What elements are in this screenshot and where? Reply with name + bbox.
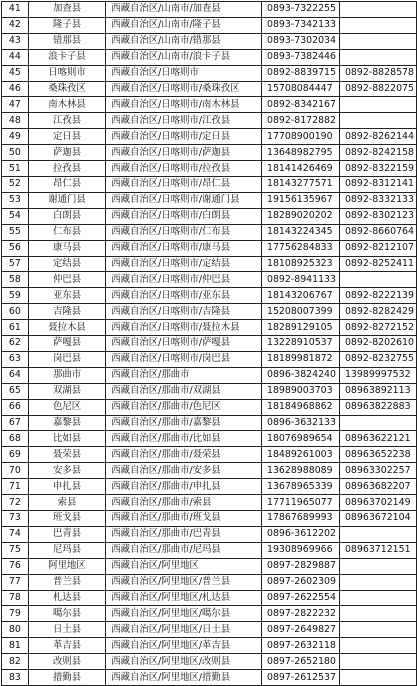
county-name-cell: 措勤县 [28, 670, 105, 686]
phone-secondary-cell: 0892-8332133 [339, 192, 416, 208]
phone-secondary-cell [339, 2, 416, 18]
region-path-cell: 西藏自治区/日喀则市/定结县 [106, 256, 262, 272]
phone-secondary-cell: 0892-8660764 [339, 224, 416, 240]
table-row [2, 606, 417, 622]
table-row [2, 97, 417, 113]
row-number-cell: 57 [2, 256, 29, 272]
region-path-cell: 西藏自治区/那曲市/双湖县 [106, 383, 262, 399]
phone-secondary-cell: 13989997532 [339, 367, 416, 383]
phone-primary-cell: 0897-2612537 [261, 670, 339, 686]
county-name-cell: 昂仁县 [28, 176, 105, 192]
county-name-cell: 白朗县 [28, 208, 105, 224]
row-number-cell: 75 [2, 542, 29, 558]
table-row [2, 2, 417, 18]
region-path-cell: 西藏自治区/日喀则市/江孜县 [106, 113, 262, 129]
row-number-cell: 77 [2, 574, 29, 590]
county-name-cell: 班戈县 [28, 511, 105, 527]
table-row [2, 304, 417, 320]
row-number-cell: 79 [2, 606, 29, 622]
phone-primary-cell: 15708084447 [261, 81, 339, 97]
row-number-cell: 52 [2, 176, 29, 192]
row-number-cell: 70 [2, 463, 29, 479]
region-path-cell: 西藏自治区/山南市/错那县 [106, 33, 262, 49]
region-path-cell: 西藏自治区/阿里地区/革吉县 [106, 638, 262, 654]
row-number-cell: 73 [2, 511, 29, 527]
county-name-cell: 加查县 [28, 2, 105, 18]
phone-secondary-cell: 08963892113 [339, 383, 416, 399]
table-row [2, 590, 417, 606]
region-path-cell: 西藏自治区/阿里地区/日土县 [106, 622, 262, 638]
county-name-cell: 聂拉木县 [28, 320, 105, 336]
region-path-cell: 西藏自治区/那曲市/比如县 [106, 431, 262, 447]
table-row [2, 288, 417, 304]
phone-primary-cell: 18289020202 [261, 208, 339, 224]
phone-secondary-cell: 08963302257 [339, 463, 416, 479]
phone-primary-cell: 18289129105 [261, 320, 339, 336]
county-name-cell: 江孜县 [28, 113, 105, 129]
phone-secondary-cell: 0892-8822075 [339, 81, 416, 97]
phone-primary-cell: 0897-2652180 [261, 654, 339, 670]
county-name-cell: 比如县 [28, 431, 105, 447]
region-path-cell: 西藏自治区/日喀则市/仲巴县 [106, 272, 262, 288]
phone-secondary-cell [339, 49, 416, 65]
phone-primary-cell: 18108925323 [261, 256, 339, 272]
phone-secondary-cell [339, 574, 416, 590]
table-row [2, 176, 417, 192]
county-name-cell: 嘉黎县 [28, 415, 105, 431]
phone-primary-cell: 0897-2622554 [261, 590, 339, 606]
phone-secondary-cell [339, 606, 416, 622]
row-number-cell: 68 [2, 431, 29, 447]
phone-primary-cell: 0893-7382446 [261, 49, 339, 65]
phone-secondary-cell: 08963622121 [339, 431, 416, 447]
phone-primary-cell: 0892-8172882 [261, 113, 339, 129]
county-name-cell: 康马县 [28, 240, 105, 256]
table-body [2, 2, 417, 686]
phone-secondary-cell: 0892-8262144 [339, 129, 416, 145]
table-row [2, 558, 417, 574]
phone-primary-cell: 19308969966 [261, 542, 339, 558]
table-row [2, 495, 417, 511]
region-path-cell: 西藏自治区/日喀则市/南木林县 [106, 97, 262, 113]
row-number-cell: 62 [2, 336, 29, 352]
county-name-cell: 亚东县 [28, 288, 105, 304]
row-number-cell: 74 [2, 526, 29, 542]
phone-primary-cell: 0892-8839715 [261, 65, 339, 81]
row-number-cell: 64 [2, 367, 29, 383]
row-number-cell: 80 [2, 622, 29, 638]
phone-primary-cell: 18989003703 [261, 383, 339, 399]
region-path-cell: 西藏自治区/那曲市/嘉黎县 [106, 415, 262, 431]
region-path-cell: 西藏自治区/日喀则市/萨迦县 [106, 145, 262, 161]
region-path-cell: 西藏自治区/那曲市/安多县 [106, 463, 262, 479]
county-name-cell: 吉隆县 [28, 304, 105, 320]
phone-primary-cell: 18489261003 [261, 447, 339, 463]
region-path-cell: 西藏自治区/那曲市/尼玛县 [106, 542, 262, 558]
table-row [2, 145, 417, 161]
table-row [2, 383, 417, 399]
phone-primary-cell: 0896-3824240 [261, 367, 339, 383]
table-row [2, 129, 417, 145]
phone-secondary-cell [339, 526, 416, 542]
phone-primary-cell: 18143206767 [261, 288, 339, 304]
row-number-cell: 66 [2, 399, 29, 415]
row-number-cell: 72 [2, 495, 29, 511]
phone-primary-cell: 0893-7342133 [261, 17, 339, 33]
table-row [2, 542, 417, 558]
region-path-cell: 西藏自治区/那曲市/巴青县 [106, 526, 262, 542]
row-number-cell: 71 [2, 479, 29, 495]
phone-secondary-cell: 0892-8312141 [339, 176, 416, 192]
region-path-cell: 西藏自治区/那曲市/申扎县 [106, 479, 262, 495]
phone-secondary-cell [339, 558, 416, 574]
phone-secondary-cell [339, 272, 416, 288]
table-row [2, 526, 417, 542]
row-number-cell: 69 [2, 447, 29, 463]
phone-primary-cell: 18189981872 [261, 351, 339, 367]
phone-secondary-cell: 08963822883 [339, 399, 416, 415]
phone-primary-cell: 0893-7322255 [261, 2, 339, 18]
county-name-cell: 普兰县 [28, 574, 105, 590]
region-path-cell: 西藏自治区/日喀则市/昂仁县 [106, 176, 262, 192]
table-row [2, 208, 417, 224]
table-row [2, 399, 417, 415]
phone-secondary-cell [339, 33, 416, 49]
region-path-cell: 西藏自治区/日喀则市/白朗县 [106, 208, 262, 224]
county-name-cell: 隆子县 [28, 17, 105, 33]
phone-primary-cell: 0897-2822232 [261, 606, 339, 622]
table-row [2, 49, 417, 65]
phone-primary-cell: 0897-2649827 [261, 622, 339, 638]
county-name-cell: 南木林县 [28, 97, 105, 113]
row-number-cell: 65 [2, 383, 29, 399]
region-path-cell: 西藏自治区/阿里地区/噶尔县 [106, 606, 262, 622]
phone-secondary-cell: 0892-8282429 [339, 304, 416, 320]
county-name-cell: 巴青县 [28, 526, 105, 542]
region-path-cell: 西藏自治区/日喀则市/拉孜县 [106, 161, 262, 177]
region-path-cell: 西藏自治区/日喀则市/萨嘎县 [106, 336, 262, 352]
row-number-cell: 55 [2, 224, 29, 240]
table-row [2, 415, 417, 431]
phone-primary-cell: 13228910537 [261, 336, 339, 352]
table-row [2, 17, 417, 33]
table-row [2, 272, 417, 288]
table-row [2, 670, 417, 686]
table-row [2, 431, 417, 447]
phone-primary-cell: 18141426469 [261, 161, 339, 177]
row-number-cell: 63 [2, 351, 29, 367]
region-path-cell: 西藏自治区/日喀则市/桑珠孜区 [106, 81, 262, 97]
county-name-cell: 申扎县 [28, 479, 105, 495]
phone-primary-cell: 0892-8941133 [261, 272, 339, 288]
phone-secondary-cell [339, 17, 416, 33]
row-number-cell: 50 [2, 145, 29, 161]
region-path-cell: 西藏自治区/那曲市 [106, 367, 262, 383]
county-name-cell: 仲巴县 [28, 272, 105, 288]
table-row [2, 654, 417, 670]
region-path-cell: 西藏自治区/日喀则市/吉隆县 [106, 304, 262, 320]
region-path-cell: 西藏自治区/日喀则市 [106, 65, 262, 81]
phone-primary-cell: 0897-2632118 [261, 638, 339, 654]
county-name-cell: 尼玛县 [28, 542, 105, 558]
table-row [2, 351, 417, 367]
region-path-cell: 西藏自治区/日喀则市/岗巴县 [106, 351, 262, 367]
row-number-cell: 47 [2, 97, 29, 113]
phone-secondary-cell: 0892-8272152 [339, 320, 416, 336]
region-path-cell: 西藏自治区/日喀则市/谢通门县 [106, 192, 262, 208]
phone-primary-cell: 15208007399 [261, 304, 339, 320]
county-name-cell: 安多县 [28, 463, 105, 479]
phone-secondary-cell: 0892-8202610 [339, 336, 416, 352]
phone-primary-cell: 17756284833 [261, 240, 339, 256]
phone-secondary-cell [339, 654, 416, 670]
phone-secondary-cell: 0892-8252411 [339, 256, 416, 272]
phone-secondary-cell [339, 622, 416, 638]
table-row [2, 113, 417, 129]
region-path-cell: 西藏自治区/那曲市/班戈县 [106, 511, 262, 527]
region-path-cell: 西藏自治区/日喀则市/亚东县 [106, 288, 262, 304]
phone-primary-cell: 0892-8342167 [261, 97, 339, 113]
phone-secondary-cell: 0892-8302123 [339, 208, 416, 224]
phone-primary-cell: 13648982795 [261, 145, 339, 161]
table-row [2, 638, 417, 654]
county-name-cell: 桑珠孜区 [28, 81, 105, 97]
phone-secondary-cell [339, 590, 416, 606]
phone-primary-cell: 17708900190 [261, 129, 339, 145]
row-number-cell: 49 [2, 129, 29, 145]
region-path-cell: 西藏自治区/阿里地区/札达县 [106, 590, 262, 606]
row-number-cell: 54 [2, 208, 29, 224]
row-number-cell: 43 [2, 33, 29, 49]
phone-secondary-cell: 0892-8828578 [339, 65, 416, 81]
region-path-cell: 西藏自治区/日喀则市/仁布县 [106, 224, 262, 240]
contact-table [1, 1, 417, 686]
region-path-cell: 西藏自治区/阿里地区/普兰县 [106, 574, 262, 590]
table-row [2, 320, 417, 336]
row-number-cell: 67 [2, 415, 29, 431]
row-number-cell: 56 [2, 240, 29, 256]
row-number-cell: 58 [2, 272, 29, 288]
phone-secondary-cell [339, 113, 416, 129]
county-name-cell: 日土县 [28, 622, 105, 638]
county-name-cell: 萨迦县 [28, 145, 105, 161]
region-path-cell: 西藏自治区/山南市/加查县 [106, 2, 262, 18]
phone-secondary-cell [339, 638, 416, 654]
phone-secondary-cell: 08963652238 [339, 447, 416, 463]
phone-primary-cell: 0896-3612202 [261, 526, 339, 542]
region-path-cell: 西藏自治区/山南市/浪卡子县 [106, 49, 262, 65]
table-row [2, 192, 417, 208]
county-name-cell: 仁布县 [28, 224, 105, 240]
region-path-cell: 西藏自治区/日喀则市/康马县 [106, 240, 262, 256]
county-name-cell: 噶尔县 [28, 606, 105, 622]
county-name-cell: 浪卡子县 [28, 49, 105, 65]
county-name-cell: 色尼区 [28, 399, 105, 415]
row-number-cell: 61 [2, 320, 29, 336]
table-row [2, 240, 417, 256]
county-name-cell: 谢通门县 [28, 192, 105, 208]
row-number-cell: 82 [2, 654, 29, 670]
region-path-cell: 西藏自治区/那曲市/聂荣县 [106, 447, 262, 463]
row-number-cell: 41 [2, 2, 29, 18]
phone-secondary-cell: 0892-8322159 [339, 161, 416, 177]
phone-secondary-cell: 0892-8232755 [339, 351, 416, 367]
phone-secondary-cell: 0892-8222139 [339, 288, 416, 304]
table-row [2, 463, 417, 479]
row-number-cell: 46 [2, 81, 29, 97]
table-row [2, 161, 417, 177]
region-path-cell: 西藏自治区/阿里地区/改则县 [106, 654, 262, 670]
table-row [2, 33, 417, 49]
row-number-cell: 45 [2, 65, 29, 81]
phone-primary-cell: 18143224345 [261, 224, 339, 240]
table-row [2, 574, 417, 590]
phone-secondary-cell [339, 670, 416, 686]
phone-secondary-cell [339, 415, 416, 431]
phone-secondary-cell: 08963672104 [339, 511, 416, 527]
county-name-cell: 岗巴县 [28, 351, 105, 367]
phone-secondary-cell: 08963702149 [339, 495, 416, 511]
phone-secondary-cell: 08963712151 [339, 542, 416, 558]
county-name-cell: 革吉县 [28, 638, 105, 654]
row-number-cell: 51 [2, 161, 29, 177]
table-row [2, 511, 417, 527]
county-name-cell: 错那县 [28, 33, 105, 49]
region-path-cell: 西藏自治区/日喀则市/定日县 [106, 129, 262, 145]
county-name-cell: 聂荣县 [28, 447, 105, 463]
county-name-cell: 改则县 [28, 654, 105, 670]
phone-primary-cell: 18143277571 [261, 176, 339, 192]
phone-primary-cell: 0897-2829887 [261, 558, 339, 574]
table-row [2, 367, 417, 383]
region-path-cell: 西藏自治区/阿里地区 [106, 558, 262, 574]
table-row [2, 256, 417, 272]
county-name-cell: 日喀则市 [28, 65, 105, 81]
row-number-cell: 76 [2, 558, 29, 574]
row-number-cell: 53 [2, 192, 29, 208]
phone-primary-cell: 13678965339 [261, 479, 339, 495]
row-number-cell: 44 [2, 49, 29, 65]
row-number-cell: 59 [2, 288, 29, 304]
phone-secondary-cell: 08963682207 [339, 479, 416, 495]
phone-secondary-cell: 0892-8242158 [339, 145, 416, 161]
county-name-cell: 萨嘎县 [28, 336, 105, 352]
phone-primary-cell: 17867689993 [261, 511, 339, 527]
county-name-cell: 索县 [28, 495, 105, 511]
region-path-cell: 西藏自治区/那曲市/色尼区 [106, 399, 262, 415]
row-number-cell: 83 [2, 670, 29, 686]
phone-primary-cell: 17711965077 [261, 495, 339, 511]
table-row [2, 622, 417, 638]
phone-primary-cell: 0896-3632133 [261, 415, 339, 431]
county-name-cell: 定日县 [28, 129, 105, 145]
county-name-cell: 札达县 [28, 590, 105, 606]
phone-primary-cell: 0897-2602309 [261, 574, 339, 590]
phone-primary-cell: 19156135967 [261, 192, 339, 208]
county-name-cell: 双湖县 [28, 383, 105, 399]
table-row [2, 336, 417, 352]
phone-secondary-cell: 0892-8212107 [339, 240, 416, 256]
row-number-cell: 48 [2, 113, 29, 129]
row-number-cell: 81 [2, 638, 29, 654]
region-path-cell: 西藏自治区/阿里地区/措勤县 [106, 670, 262, 686]
county-name-cell: 阿里地区 [28, 558, 105, 574]
phone-primary-cell: 18184968862 [261, 399, 339, 415]
county-name-cell: 那曲市 [28, 367, 105, 383]
region-path-cell: 西藏自治区/日喀则市/聂拉木县 [106, 320, 262, 336]
phone-primary-cell: 13628988089 [261, 463, 339, 479]
row-number-cell: 78 [2, 590, 29, 606]
table-row [2, 479, 417, 495]
table-row [2, 65, 417, 81]
row-number-cell: 42 [2, 17, 29, 33]
table-row [2, 224, 417, 240]
phone-secondary-cell [339, 97, 416, 113]
county-name-cell: 拉孜县 [28, 161, 105, 177]
table-row [2, 81, 417, 97]
phone-primary-cell: 0893-7302034 [261, 33, 339, 49]
table-row [2, 447, 417, 463]
county-name-cell: 定结县 [28, 256, 105, 272]
region-path-cell: 西藏自治区/山南市/隆子县 [106, 17, 262, 33]
phone-primary-cell: 18076989654 [261, 431, 339, 447]
row-number-cell: 60 [2, 304, 29, 320]
region-path-cell: 西藏自治区/那曲市/索县 [106, 495, 262, 511]
